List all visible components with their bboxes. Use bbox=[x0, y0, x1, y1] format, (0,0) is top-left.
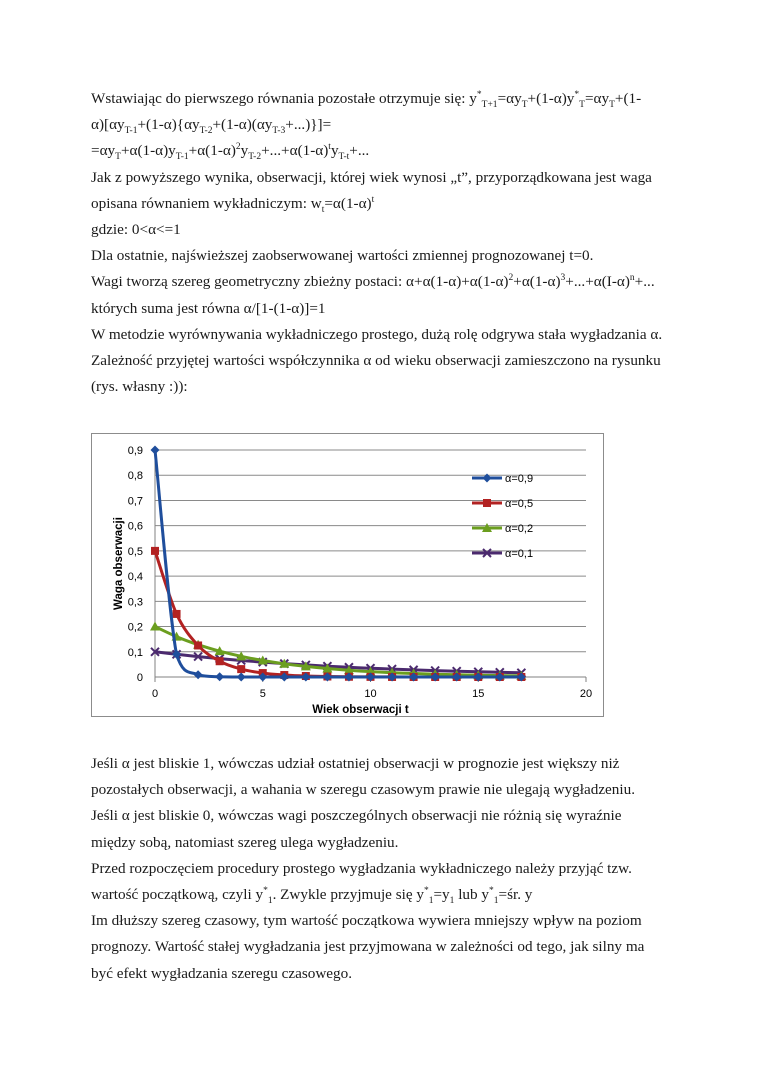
y-tick-label: 0,2 bbox=[127, 621, 143, 634]
data-point bbox=[151, 446, 160, 455]
paragraph-line: pozostałych obserwacji, a wahania w szeregu czasowym prawie nie ulegają wygładzeniu. bbox=[91, 781, 635, 799]
paragraph-line: gdzie: 0<α<=1 bbox=[91, 221, 181, 239]
paragraph-line: (rys. własny :)): bbox=[91, 378, 188, 396]
y-tick-label: 0,6 bbox=[127, 520, 143, 533]
initial-value-line: wartość początkową, czyli $y^*_1$. Zwykle przyjmuje się $y^*_1=y_1$ lub $y^*_1=śr$. y bbox=[91, 885, 533, 907]
x-tick-label: 15 bbox=[472, 688, 485, 700]
legend-label: α=0,9 bbox=[505, 473, 534, 485]
formula-line-3: $=\alpha y_T+\alpha(1-\alpha)y_{T-1}+\alpha(1-\alpha)^2y_{T-2}+...+\alpha(1-\alpha)^ty_{T-t}+$... bbox=[91, 142, 370, 163]
paragraph-line: między sobą, natomiast szereg ulega wygładzeniu. bbox=[91, 833, 399, 851]
paragraph-line: Jeśli α jest bliskie 1, wówczas udział ostatniej obserwacji w prognozie jest większy niż bbox=[91, 755, 620, 772]
series-line bbox=[155, 627, 521, 676]
x-tick-label: 5 bbox=[259, 688, 266, 700]
legend-marker bbox=[483, 499, 491, 507]
y-axis-title: Waga obserwacji bbox=[113, 517, 125, 610]
paragraph-line: prognozy. Wartość stałej wygładzania jest przyjmowana w zależności od tego, jak silny ma bbox=[91, 938, 645, 956]
paragraph-line: których suma jest równa α/[1-(1-α)]=1 bbox=[91, 299, 326, 317]
data-point bbox=[215, 672, 224, 681]
series-formula-line: Wagi tworzą szereg geometryczny zbieżny postaci: $\alpha+\alpha(1-\alpha)+\alpha(1-\alpha)^2+\alpha(1-\alpha)^3+...+\alpha(I-\alpha)^n+$... bbox=[91, 273, 655, 291]
y-tick-label: 0,7 bbox=[127, 495, 143, 508]
data-point bbox=[237, 672, 246, 681]
data-point bbox=[151, 547, 159, 555]
legend-label: α=0,5 bbox=[505, 498, 534, 510]
y-tick-label: 0,8 bbox=[127, 470, 143, 483]
data-point bbox=[237, 665, 245, 673]
legend-label: α=0,2 bbox=[505, 523, 534, 535]
series-line bbox=[155, 450, 521, 677]
y-tick-label: 0 bbox=[136, 672, 143, 684]
paragraph-line: Jeśli α jest bliskie 0, wówczas wagi poszczególnych obserwacji nie różnią się wyraźnie bbox=[91, 807, 622, 825]
y-tick-label: 0,1 bbox=[127, 646, 143, 659]
weight-formula-line: opisana równaniem wykładniczym: $w_t=\alpha(1-\alpha)^t$ bbox=[91, 194, 375, 215]
bottom-text bbox=[91, 751, 681, 987]
data-point bbox=[150, 622, 160, 631]
y-tick-label: 0,3 bbox=[127, 596, 143, 609]
paragraph-line: Przed rozpoczęciem procedury prostego wygładzania wykładniczego należy przyjąć tzw. bbox=[91, 859, 632, 877]
paragraph-line: W metodzie wyrównywania wykładniczego prostego, dużą rolę odgrywa stała wygładzania α. bbox=[91, 325, 663, 343]
paragraph-line: Im dłuższy szereg czasowy, tym wartość początkowa wywiera mniejszy wpływ na poziom bbox=[91, 912, 642, 930]
y-tick-label: 0,9 bbox=[127, 445, 143, 457]
data-point bbox=[216, 657, 224, 665]
formula-line-1: Wstawiając do pierwszego równania pozostałe otrzymuje się: $y^*_{T+1}=\alpha y_T+(1-\alpha)y^*_T=\alpha y_T+(1-$ bbox=[91, 89, 642, 111]
top-text bbox=[91, 86, 681, 400]
data-point bbox=[194, 670, 203, 679]
y-tick-label: 0,4 bbox=[127, 571, 143, 584]
formula-line-2: $\alpha)[\alpha y_{T-1}+(1-\alpha)\{\alpha y_{T-2}+(1-\alpha)(\alpha y_{T-3}+...)\}]=$ bbox=[91, 116, 332, 137]
chart-frame bbox=[91, 433, 604, 717]
paragraph-line: Zależność przyjętej wartości współczynnika α od wieku obserwacji zamieszczono na rysunku bbox=[91, 352, 661, 370]
x-tick-label: 20 bbox=[579, 688, 593, 700]
paragraph-line: Jak z powyższego wynika, obserwacji, której wiek wynosi „t”, przyporządkowana jest waga bbox=[91, 168, 652, 186]
paragraph-line: być efekt wygładzania szeregu czasowego. bbox=[91, 964, 353, 982]
y-tick-label: 0,5 bbox=[127, 545, 143, 558]
data-point bbox=[194, 641, 202, 649]
x-tick-label: 10 bbox=[364, 688, 377, 700]
x-axis-title: Wiek obserwacji t bbox=[312, 704, 409, 716]
data-point bbox=[173, 610, 181, 618]
legend-label: α=0,1 bbox=[505, 548, 534, 560]
line-chart bbox=[92, 434, 605, 718]
paragraph-line: Dla ostatnie, najświeższej zaobserwowanej wartości zmiennej prognozowanej t=0. bbox=[91, 247, 594, 265]
x-tick-label: 0 bbox=[151, 688, 159, 700]
